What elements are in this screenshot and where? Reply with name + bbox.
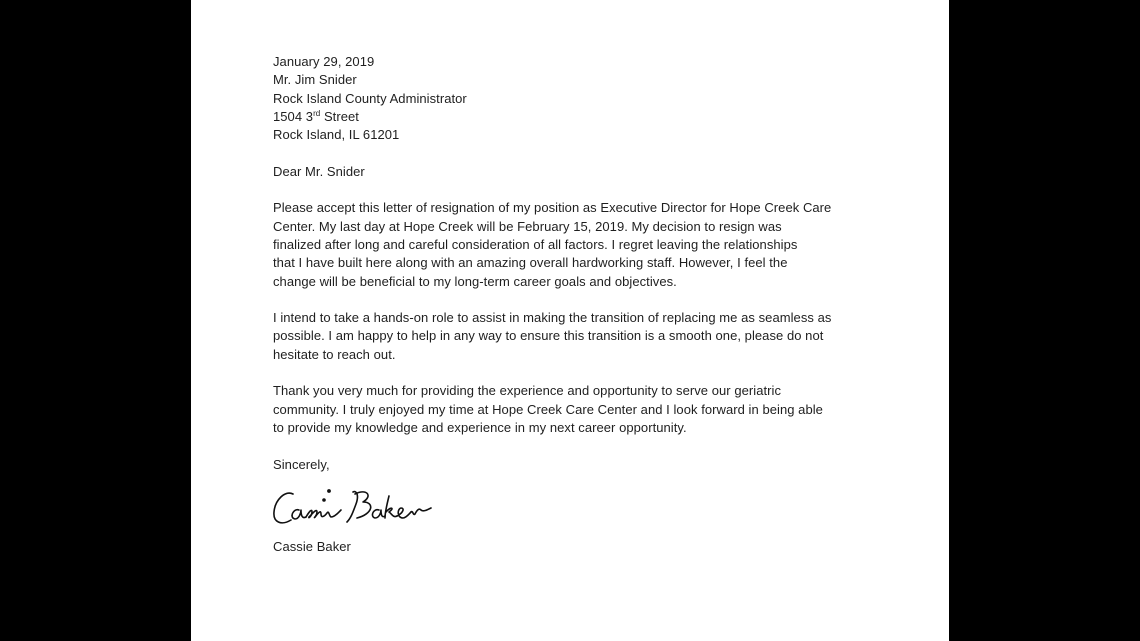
street-ordinal-suffix: rd bbox=[313, 108, 321, 118]
paragraph-line: possible. I am happy to help in any way to ensure this transition is a smooth one, please do not bbox=[273, 328, 824, 344]
paragraph-line: that I have built here along with an amazing overall hardworking staff. However, I feel the bbox=[273, 255, 788, 271]
paragraph-1 bbox=[273, 199, 873, 290]
closing: Sincerely, bbox=[273, 456, 330, 472]
paragraph-line: community. I truly enjoyed my time at Hope Creek Care Center and I look forward in being able bbox=[273, 401, 823, 417]
street-name: Street bbox=[320, 108, 359, 124]
recipient-city: Rock Island, IL 61201 bbox=[273, 127, 400, 143]
street-number: 1504 3 bbox=[273, 108, 314, 124]
handwritten-signature bbox=[271, 486, 441, 530]
paragraph-line: Please accept this letter of resignation of my position as Executive Director for Hope Creek Care bbox=[273, 200, 832, 216]
paragraph-line: finalized after long and careful consideration of all factors. I regret leaving the relationships bbox=[273, 236, 798, 252]
letter-date: January 29, 2019 bbox=[273, 54, 375, 69]
resignation-letter bbox=[273, 53, 873, 556]
paragraph-3 bbox=[273, 382, 873, 437]
recipient-title: Rock Island County Administrator bbox=[273, 90, 467, 106]
paragraph-line: to provide my knowledge and experience in my next career opportunity. bbox=[273, 419, 687, 435]
recipient-name: Mr. Jim Snider bbox=[273, 72, 357, 88]
paragraph-2 bbox=[273, 309, 873, 364]
letter-page bbox=[191, 0, 949, 641]
recipient-street bbox=[273, 108, 873, 126]
paragraph-line: hesitate to reach out. bbox=[273, 346, 396, 362]
signer-name: Cassie Baker bbox=[273, 538, 351, 554]
paragraph-line: Center. My last day at Hope Creek will be February 15, 2019. My decision to resign was bbox=[273, 218, 782, 234]
paragraph-line: Thank you very much for providing the experience and opportunity to serve our geriatric bbox=[273, 383, 782, 399]
paragraph-line: I intend to take a hands-on role to assist in making the transition of replacing me as seamless as bbox=[273, 310, 832, 326]
salutation: Dear Mr. Snider bbox=[273, 163, 365, 179]
paragraph-line: change will be beneficial to my long-term career goals and objectives. bbox=[273, 273, 677, 289]
